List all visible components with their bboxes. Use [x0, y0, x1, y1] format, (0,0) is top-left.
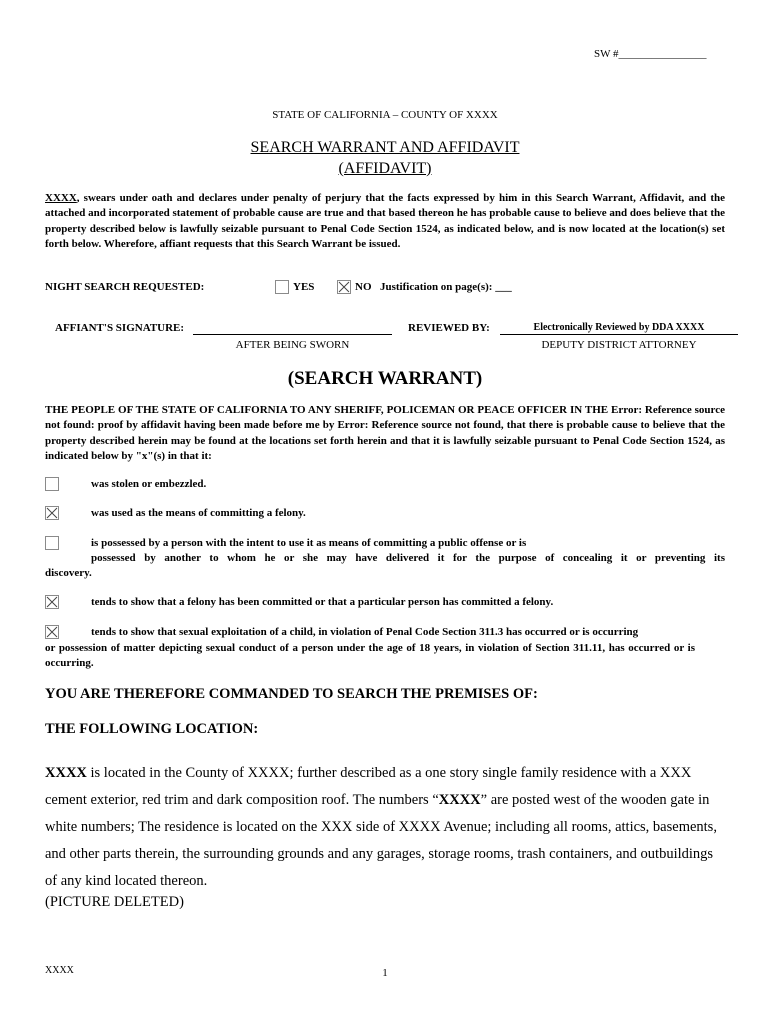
affiant-signature-line[interactable]: [193, 334, 392, 335]
reviewed-by-value: Electronically Reviewed by DDA XXXX: [533, 322, 705, 333]
item-text-possessed-line1: is possessed by a person with the intent to use it as means of committing a public offense or is: [91, 537, 527, 549]
item-checkbox-stolen[interactable]: [45, 477, 59, 491]
item-checkbox-felony-means[interactable]: [45, 506, 59, 520]
location-text-part2: ” are posted west of the wooden gate in white numbers; The residence is located on the XXX side of XXXX Avenue; including all rooms, attics, basements, and other parts therein, the surrounding grounds and any garages, storage rooms, trash containers, and outbuildings of any kind located thereon.: [45, 792, 717, 889]
item-text-felony-committed: tends to show that a felony has been committed or that a particular person has committed a felony.: [91, 596, 554, 608]
sw-number: SW #________________: [594, 48, 707, 60]
jurisdiction-line: STATE OF CALIFORNIA – COUNTY OF XXXX: [272, 109, 498, 121]
picture-deleted-note: (PICTURE DELETED): [45, 894, 184, 910]
item-text-felony-means: was used as the means of committing a felony.: [91, 507, 306, 519]
reviewed-by-label: REVIEWED BY:: [408, 322, 490, 334]
item-text-possessed-line2: possessed by another to whom he or she may have delivered it for the purpose of concealing it or preventing its: [91, 552, 725, 564]
night-search-no-label: NO: [355, 281, 372, 293]
item-text-exploitation-line2: or possession of matter depicting sexual conduct of a person under the age of 18 years, in violation of Section 311.11, has occurred or is occurring.: [45, 642, 695, 670]
item-checkbox-felony-committed[interactable]: [45, 595, 59, 609]
warrant-intro-paragraph: THE PEOPLE OF THE STATE OF CALIFORNIA TO ANY SHERIFF, POLICEMAN OR PEACE OFFICER IN THE Error: Reference source not found: proof by affidavit having been made before me by Error: Reference source not found, that there is probable cause to believe that the property described herein may be found at the locations set forth herein and that it is lawfully seizable pursuant to Penal Code Section 1524, as indicated below by "x"(s) in that it:: [45, 404, 725, 462]
location-address: XXXX: [45, 765, 87, 781]
night-search-yes-label: YES: [293, 281, 315, 293]
item-checkbox-possessed[interactable]: [45, 536, 59, 550]
justification-pages: Justification on page(s): ___: [380, 281, 512, 293]
item-text-stolen: was stolen or embezzled.: [91, 478, 207, 490]
reviewed-by-line: [500, 334, 738, 335]
reviewed-by-sublabel: DEPUTY DISTRICT ATTORNEY: [541, 339, 697, 351]
search-warrant-heading: (SEARCH WARRANT): [287, 368, 483, 389]
night-search-label: NIGHT SEARCH REQUESTED:: [45, 281, 205, 293]
location-text-part1: is located in the County of XXXX; further described as a one story single family residence with a XXX cement exterior, red trim and dark composition roof. The numbers “: [45, 765, 692, 808]
location-numbers: XXXX: [438, 792, 481, 808]
footer-left: XXXX: [45, 965, 74, 976]
night-search-no-checkbox[interactable]: [337, 280, 351, 294]
item-checkbox-exploitation[interactable]: [45, 625, 59, 639]
night-search-yes-checkbox[interactable]: [275, 280, 289, 294]
item-text-exploitation-line1: tends to show that sexual exploitation of a child, in violation of Penal Code Section 311.3 has occurred or is occurring: [91, 626, 639, 638]
location-heading: THE FOLLOWING LOCATION:: [45, 721, 259, 737]
item-text-possessed-line3: discovery.: [45, 567, 92, 579]
affiant-signature-sublabel: AFTER BEING SWORN: [235, 339, 350, 351]
document-subtitle: (AFFIDAVIT): [338, 160, 432, 177]
location-description: [45, 760, 725, 895]
affiant-name: XXXX: [45, 192, 77, 204]
affidavit-paragraph: [45, 191, 725, 252]
command-heading: YOU ARE THEREFORE COMMANDED TO SEARCH THE PREMISES OF:: [45, 686, 538, 702]
page-number: 1: [382, 967, 388, 979]
document-title: SEARCH WARRANT AND AFFIDAVIT: [250, 139, 520, 156]
affidavit-text: , swears under oath and declares under penalty of perjury that the facts expressed by him in this Search Warrant, Affidavit, and the attached and incorporated statement of probable cause are true and that based thereon he has probable cause to believe and does believe that the property described below is lawfully seizable pursuant to Penal Code Section 1524, as indicated below, and is now located at the location(s) set forth below. Wherefore, affiant requests that this Search Warrant be issued.: [45, 192, 725, 250]
affiant-signature-label: AFFIANT'S SIGNATURE:: [55, 322, 185, 334]
